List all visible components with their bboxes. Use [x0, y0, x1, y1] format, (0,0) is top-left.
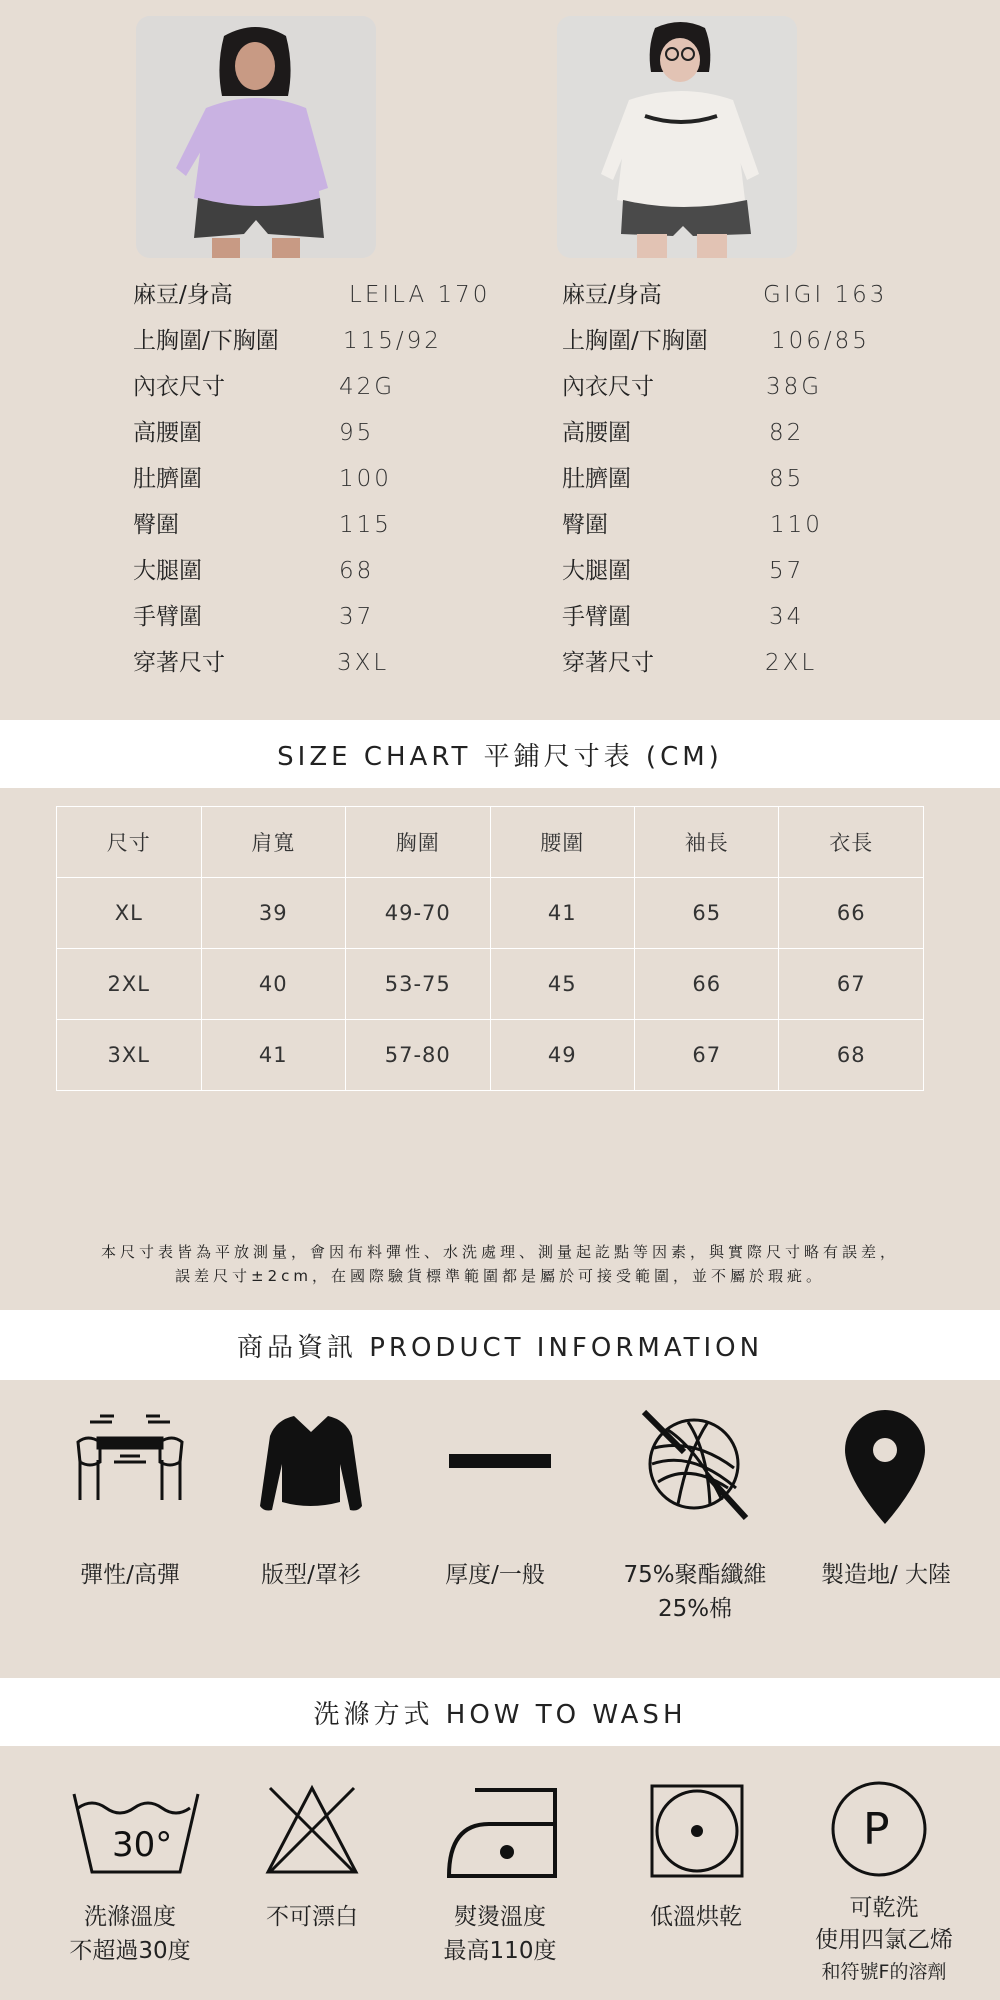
table-cell: XL: [57, 878, 202, 949]
spec-label: 肚臍圍: [133, 466, 202, 492]
table-row: [57, 1020, 924, 1091]
spec-value: GIGI 163: [763, 282, 888, 308]
product-info-caption: [50, 1558, 210, 1592]
location-pin-icon: [843, 1408, 927, 1526]
table-header-cell: 肩寬: [201, 807, 345, 878]
wash-caption: [616, 1900, 776, 1934]
product-info-caption: [800, 1558, 972, 1592]
wash-caption: [794, 1892, 974, 1988]
size-chart-banner: [0, 720, 1000, 788]
wash-temp-symbol: 30°: [112, 1825, 173, 1865]
spec-value: 38G: [766, 374, 823, 400]
spec-value: 82: [769, 420, 805, 446]
caption-line: 75%聚酯纖維: [623, 1562, 767, 1588]
product-info-title: 商品資訊 PRODUCT INFORMATION: [236, 1332, 764, 1363]
caption-line: 使用四氯乙烯: [815, 1927, 953, 1953]
product-info-banner: [0, 1310, 1000, 1380]
product-info-caption: [600, 1558, 790, 1626]
model-photo-gigi: [557, 16, 797, 258]
caption-line: 版型/罩衫: [261, 1562, 361, 1588]
table-cell: 3XL: [57, 1020, 202, 1091]
tumble-dry-low-icon: [650, 1784, 744, 1878]
spec-label: 內衣尺寸: [133, 374, 225, 400]
table-cell: 67: [779, 949, 924, 1020]
spec-label: 臀圍: [562, 512, 608, 538]
dry-clean-symbol: P: [863, 1804, 890, 1855]
spec-label: 麻豆/身高: [562, 282, 662, 308]
spec-label: 高腰圍: [133, 420, 202, 446]
wash-title: 洗滌方式 HOW TO WASH: [313, 1699, 687, 1730]
spec-label: 臀圍: [133, 512, 179, 538]
spec-value: 110: [770, 512, 823, 538]
table-header-cell: 尺寸: [57, 807, 202, 878]
table-cell: 57-80: [346, 1020, 491, 1091]
iron-icon: [445, 1786, 559, 1880]
spec-label: 手臂圍: [133, 604, 202, 630]
table-header-cell: 衣長: [779, 807, 924, 878]
table-cell: 40: [201, 949, 345, 1020]
table-cell: 53-75: [346, 949, 491, 1020]
spec-label: 麻豆/身高: [133, 282, 233, 308]
product-info-caption: [231, 1558, 391, 1592]
caption-line: 熨燙溫度: [454, 1904, 546, 1930]
table-cell: 49: [490, 1020, 634, 1091]
spec-value: 68: [339, 558, 375, 584]
spec-value: 57: [769, 558, 805, 584]
dry-clean-p-icon: [830, 1780, 928, 1878]
caption-line: 不可漂白: [266, 1904, 358, 1930]
size-note: [20, 1240, 980, 1288]
spec-value: 42G: [339, 374, 396, 400]
size-note-line2: 誤差尺寸±2cm，在國際驗貨標準範圍都是屬於可接受範圍，並不屬於瑕疵。: [175, 1267, 825, 1285]
caption-line: 可乾洗: [849, 1895, 919, 1921]
spec-label: 上胸圍/下胸圍: [562, 328, 708, 354]
caption-line: 25%棉: [657, 1596, 733, 1622]
caption-line: 和符號F的溶劑: [821, 1961, 947, 1983]
caption-line: 低溫烘乾: [650, 1904, 742, 1930]
product-info-caption: [415, 1558, 575, 1592]
spec-label: 穿著尺寸: [133, 650, 225, 676]
spec-value: 3XL: [337, 650, 390, 676]
size-note-line1: 本尺寸表皆為平放測量，會因布料彈性、水洗處理、測量起訖點等因素，與實際尺寸略有誤差，: [100, 1243, 899, 1261]
spec-label: 大腿圍: [133, 558, 202, 584]
wash-caption: [420, 1900, 580, 1968]
spec-label: 大腿圍: [562, 558, 631, 584]
table-cell: 41: [490, 878, 634, 949]
spec-value: LEILA 170: [349, 282, 491, 308]
wash-banner: [0, 1678, 1000, 1746]
size-table: [56, 806, 924, 1091]
spec-value: 95: [339, 420, 375, 446]
table-row: [57, 878, 924, 949]
table-cell: 39: [201, 878, 345, 949]
size-chart-title: SIZE CHART 平鋪尺寸表 (CM): [277, 741, 723, 772]
stretch-icon: [70, 1412, 190, 1512]
spec-label: 穿著尺寸: [562, 650, 654, 676]
table-cell: 66: [634, 949, 778, 1020]
spec-label: 高腰圍: [562, 420, 631, 446]
caption-line: 最高110度: [443, 1938, 557, 1964]
caption-line: 製造地/ 大陸: [820, 1562, 952, 1588]
wash-30-icon: [70, 1788, 202, 1878]
table-cell: 67: [634, 1020, 778, 1091]
table-header-cell: 腰圍: [490, 807, 634, 878]
spec-label: 肚臍圍: [562, 466, 631, 492]
table-cell: 41: [201, 1020, 345, 1091]
spec-value: 34: [769, 604, 805, 630]
table-cell: 68: [779, 1020, 924, 1091]
no-bleach-icon: [264, 1784, 360, 1876]
model-photo-leila: [136, 16, 376, 258]
caption-line: 厚度/一般: [445, 1562, 545, 1588]
wash-caption: [50, 1900, 210, 1968]
table-header-cell: 袖長: [634, 807, 778, 878]
table-cell: 2XL: [57, 949, 202, 1020]
spec-label: 上胸圍/下胸圍: [133, 328, 279, 354]
spec-label: 內衣尺寸: [562, 374, 654, 400]
caption-line: 彈性/高彈: [80, 1562, 180, 1588]
table-cell: 49-70: [346, 878, 491, 949]
yarn-ball-icon: [638, 1408, 750, 1520]
wash-caption: [232, 1900, 392, 1934]
thickness-line-icon: [449, 1454, 551, 1468]
table-cell: 45: [490, 949, 634, 1020]
spec-value: 106/85: [771, 328, 870, 354]
table-row: [57, 949, 924, 1020]
sweater-icon: [256, 1410, 366, 1520]
caption-line: 洗滌溫度: [84, 1904, 176, 1930]
spec-value: 115: [339, 512, 392, 538]
spec-label: 手臂圍: [562, 604, 631, 630]
spec-value: 37: [339, 604, 375, 630]
table-cell: 65: [634, 878, 778, 949]
spec-value: 2XL: [765, 650, 818, 676]
spec-value: 100: [339, 466, 392, 492]
table-header-row: [57, 807, 924, 878]
caption-line: 不超過30度: [69, 1938, 191, 1964]
table-cell: 66: [779, 878, 924, 949]
spec-value: 115/92: [343, 328, 442, 354]
spec-value: 85: [769, 466, 805, 492]
table-header-cell: 胸圍: [346, 807, 491, 878]
